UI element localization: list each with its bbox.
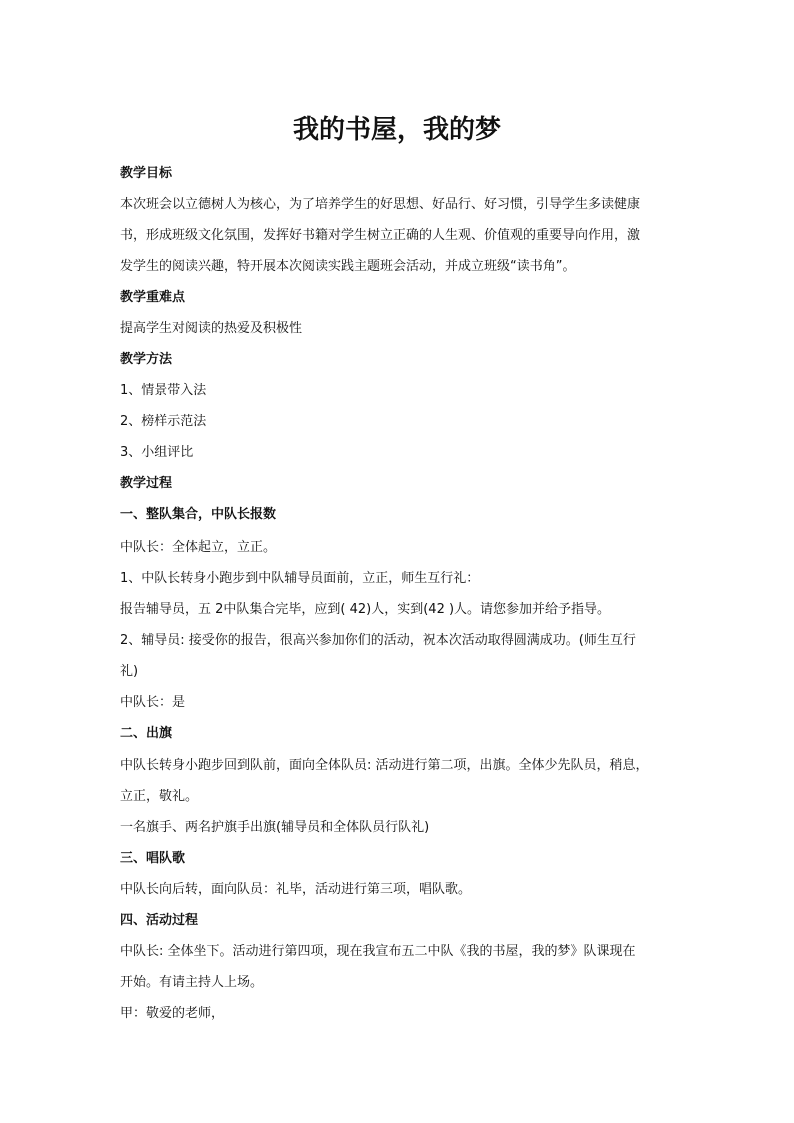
paragraph-line: 甲：敬爱的老师， bbox=[120, 1006, 225, 1021]
paragraph-line: 中队长：全体起立，立正。 bbox=[120, 540, 277, 555]
heading-teaching-goals: 教学目标 bbox=[120, 166, 173, 181]
list-item: 3、小组评比 bbox=[120, 445, 194, 460]
heading-key-points: 教学重难点 bbox=[120, 290, 186, 305]
paragraph-line: 礼) bbox=[120, 664, 139, 679]
heading-teaching-process: 教学过程 bbox=[120, 476, 173, 491]
paragraph-line: 书，形成班级文化氛围，发挥好书籍对学生树立正确的人生观、价值观的重要导向作用，激 bbox=[120, 228, 641, 243]
section-heading: 三、唱队歌 bbox=[120, 851, 186, 866]
paragraph-line: 报告辅导员，五 2中队集合完毕，应到( 42)人，实到(42 )人。请您参加并给予指导。 bbox=[120, 602, 611, 617]
document-title: 我的书屋，我的梦 bbox=[292, 115, 501, 145]
list-item: 1、情景带入法 bbox=[120, 383, 207, 398]
section-heading: 二、出旗 bbox=[120, 726, 173, 741]
paragraph-line: 中队长: 全体坐下。活动进行第四项，现在我宣布五二中队《我的书屋，我的梦》队课现在 bbox=[120, 944, 636, 959]
paragraph-line: 中队长：是 bbox=[120, 695, 186, 710]
heading-teaching-methods: 教学方法 bbox=[120, 352, 173, 367]
section-heading: 一、整队集合，中队长报数 bbox=[120, 507, 277, 522]
section-heading: 四、活动过程 bbox=[120, 913, 199, 928]
paragraph-line: 中队长转身小跑步回到队前，面向全体队员: 活动进行第二项，出旗。全体少先队员，稍息， bbox=[120, 758, 649, 773]
paragraph-line: 开始。有请主持人上场。 bbox=[120, 975, 264, 990]
paragraph-line: 提高学生对阅读的热爱及积极性 bbox=[120, 321, 303, 336]
paragraph-line: 中队长向后转，面向队员：礼毕，活动进行第三项，唱队歌。 bbox=[120, 882, 472, 897]
paragraph-line: 本次班会以立德树人为核心，为了培养学生的好思想、好品行、好习惯，引导学生多读健康 bbox=[120, 197, 641, 212]
paragraph-line: 2、辅导员: 接受你的报告，很高兴参加你们的活动，祝本次活动取得圆满成功。(师生互行 bbox=[120, 633, 636, 648]
paragraph-line: 1、中队长转身小跑步到中队辅导员面前，立正，师生互行礼： bbox=[120, 571, 480, 586]
list-item: 2、榜样示范法 bbox=[120, 414, 207, 429]
paragraph-line: 一名旗手、两名护旗手出旗(辅导员和全体队员行队礼) bbox=[120, 820, 430, 835]
paragraph-line: 立正，敬礼。 bbox=[120, 789, 199, 804]
paragraph-line: 发学生的阅读兴趣，特开展本次阅读实践主题班会活动，并成立班级“读书角”。 bbox=[120, 259, 576, 274]
